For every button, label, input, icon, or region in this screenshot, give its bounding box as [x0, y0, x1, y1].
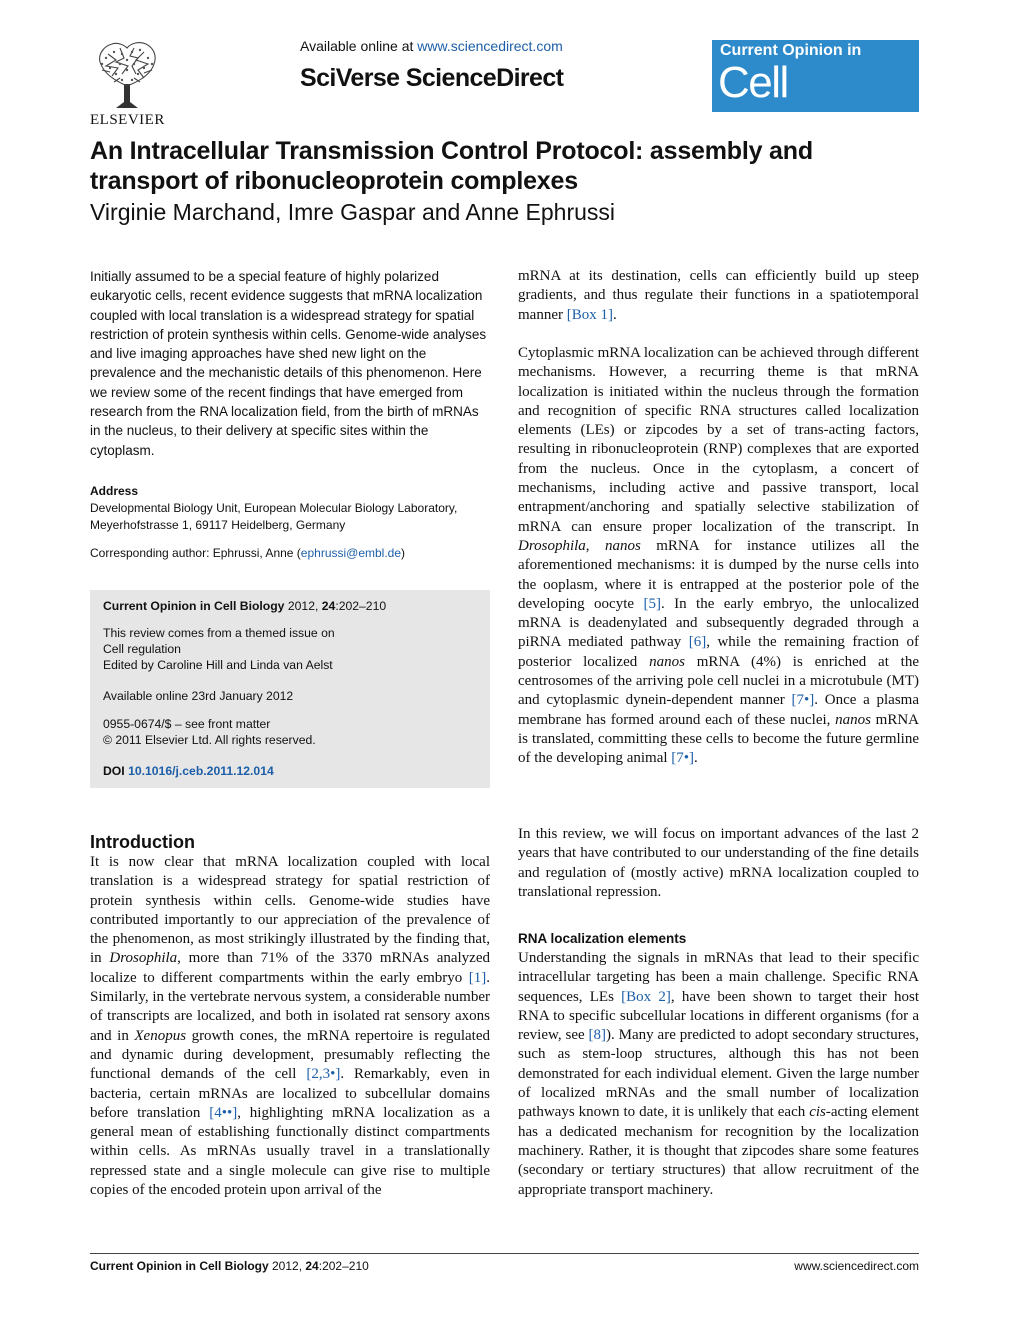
info-copyright: © 2011 Elsevier Ltd. All rights reserved.: [103, 733, 316, 747]
info-year: 2012,: [284, 599, 322, 613]
body-paragraph: [518, 344, 919, 769]
info-volume: 24: [321, 599, 336, 613]
elsevier-logo: [90, 40, 170, 130]
text-run: mRNA for instance utilizes all the aforementioned mechanisms: it is dumped by the nurse cells into the ooplasm, where it is entrapped at the posterior pole of the developing oocyte: [518, 537, 919, 612]
body-paragraph: [518, 949, 919, 1200]
text-run: . In the early embryo, the unlocalized mRNA is deadenylated and subsequently degraded through a piRNA mediated pathway: [518, 595, 920, 651]
section-heading-rna-localization-elements: RNA localization elements: [518, 931, 687, 946]
text-run: It is now clear that mRNA localization coupled with local translation is a widespread strategy for spatial restriction of protein synthesis within cells. Genome-wide studies have contributed importantly to our appreciation of the prevalence of the phenomenon, as most strikingly illustrated by the finding that, in: [90, 854, 490, 967]
text-run: .: [612, 306, 617, 323]
info-doi: [103, 764, 274, 780]
text-run: , have been shown to target their host RNA to specific subcellular locations in different organisms (for a review, see: [518, 988, 919, 1044]
term-italic: cis: [809, 1104, 826, 1121]
text-run: . Similarly, in the vertebrate nervous system, a considerable number of transcripts are localized, and both in isolated rat sensory axons and in: [90, 969, 490, 1044]
address-label: Address: [90, 484, 139, 498]
footer-volume: 24: [305, 1259, 319, 1273]
text-run: . Once a plasma membrane has formed around each of these nuclei,: [518, 692, 920, 728]
gene-italic: nanos: [604, 537, 641, 554]
article-authors: Virginie Marchand, Imre Gaspar and Anne Ephrussi: [90, 199, 616, 225]
text-run: , highlighting mRNA localization as a general mean of establishing functionally distinct compartments within cells. As mRNAs usually travel in a translationally repressed state and a single molecule can give rise to multiple copies of the encoded protein upon arrival of the: [90, 1104, 491, 1199]
gene-italic: nanos: [835, 711, 871, 728]
info-editors: Edited by Caroline Hill and Linda van Aelst: [103, 658, 333, 672]
text-run: , more than 71% of the 3370 mRNAs analyzed localize to different compartments within the early embryo: [90, 950, 490, 986]
footer-year: 2012,: [268, 1259, 306, 1273]
text-run: mRNA at its destination, cells can efficiently build up steep gradients, and thus regulate their functions in a spatiotemporal manner: [518, 268, 919, 323]
info-themed-line1: This review comes from a themed issue on: [103, 626, 335, 640]
doi-label: DOI: [103, 764, 129, 778]
text-run: , while the remaining fraction of posterior localized: [518, 634, 919, 670]
text-run: Cytoplasmic mRNA localization can be achieved through different mechanisms. However, a recurring theme is that mRNA localization is initiated within the nucleus through the formation and recognition of specific RNA structures called localization elements (LEs) or zipcodes by a set of trans-acting factors, resulting in ribonucleoprotein (RNP) complexes that are exported from the nucleus. Once in the cytoplasm, a concert of mechanisms, including active and passive transport, local entrapment/anchoring and spatially selective stabilization of mRNA can ensure proper localization of the transcript. In: [518, 345, 919, 535]
citation-link[interactable]: [7•]: [791, 692, 815, 709]
text-run: -acting element has a dedicated mechanism for recognition by the localization machinery. Rather, it is thought that zipcodes share some features (secondary or tertiary structures) that allow recruitment of the appropriate transport machinery.: [518, 1104, 919, 1198]
article-info-box: [90, 590, 490, 788]
box-link[interactable]: [Box 1]: [566, 306, 613, 323]
info-citation: [103, 599, 386, 615]
section-heading-introduction: Introduction: [90, 832, 195, 852]
citation-link[interactable]: [6]: [688, 634, 707, 651]
text-run: mRNA is translated, committing these cells to become the future germline of the developing animal: [518, 711, 919, 767]
journal-logo-line1: Current Opinion in: [720, 42, 862, 59]
corresponding-suffix: ): [401, 546, 406, 560]
info-pages: :202–210: [335, 599, 387, 613]
available-online: [300, 38, 563, 54]
info-available: Available online 23rd January 2012: [103, 689, 294, 703]
footer-url: www.sciencedirect.com: [794, 1259, 919, 1273]
text-run: ). Many are predicted to adopt secondary structures, such as stem-loop structures, although this has not been demonstrated for each individual element. Given the large number of localized mRNAs and the small number of localization pathways known to date, it is unlikely that each: [518, 1027, 919, 1121]
text-run: .: [694, 750, 698, 767]
text-run: mRNA (4%) is enriched at the centrosomes of the arriving pole cell nuclei in a microtubule (MT) and cytoplasmic dynein-dependent manner: [518, 653, 919, 709]
elsevier-tree-icon: [94, 40, 160, 110]
box-link[interactable]: [Box 2]: [621, 988, 671, 1005]
footer-citation: [90, 1259, 369, 1273]
citation-link[interactable]: [5]: [643, 595, 661, 612]
species-italic: Xenopus: [134, 1027, 187, 1044]
intro-paragraph: [90, 853, 490, 1200]
text-run: growth cones, the mRNA repertoire is regulated and dynamic during development, presumably reflecting the functional demands of the cell: [90, 1027, 491, 1083]
info-themed-line2: Cell regulation: [103, 642, 181, 656]
species-italic: Drosophila: [109, 950, 178, 967]
corresponding-prefix: Corresponding author: Ephrussi, Anne (: [90, 546, 301, 560]
platform-name: SciVerse ScienceDirect: [300, 64, 564, 92]
doi-link[interactable]: 10.1016/j.ceb.2011.12.014: [128, 764, 274, 778]
footer-pages: :202–210: [318, 1259, 369, 1273]
sciencedirect-link[interactable]: www.sciencedirect.com: [417, 38, 563, 54]
footer-divider: [90, 1253, 919, 1254]
info-issn: 0955-0674/$ – see front matter: [103, 717, 271, 731]
text-run: Understanding the signals in mRNAs that lead to their specific intracellular targeting has been a main challenge. Specific RNA sequences, LEs: [518, 950, 919, 1005]
journal-logo-line2: Cell Biology: [718, 58, 852, 155]
citation-link[interactable]: [1]: [468, 969, 487, 986]
species-italic: Drosophila: [518, 537, 586, 554]
publisher-name: ELSEVIER: [90, 112, 165, 128]
gene-italic: nanos: [649, 653, 685, 670]
email-link[interactable]: ephrussi@embl.de: [300, 546, 402, 560]
available-prefix: Available online at: [300, 38, 418, 54]
citation-link[interactable]: [8]: [588, 1027, 607, 1044]
body-paragraph: In this review, we will focus on important advances of the last 2 years that have contributed to our understanding of the fine details and regulation of (mostly active) mRNA localization coupled to translational repression.: [518, 826, 919, 900]
address: Developmental Biology Unit, European Molecular Biology Laboratory, Meyerhofstrasse 1, 69117 Heidelberg, Germany: [90, 501, 458, 532]
citation-link[interactable]: [4••]: [209, 1104, 238, 1121]
article-title: An Intracellular Transmission Control Protocol: assembly and transport of ribonucleoprotein complexes: [90, 137, 813, 195]
info-journal: Current Opinion in Cell Biology: [103, 599, 285, 613]
footer-journal: Current Opinion in Cell Biology: [90, 1259, 269, 1273]
corresponding-author: [90, 546, 405, 560]
citation-link[interactable]: [7•]: [671, 750, 695, 767]
abstract: Initially assumed to be a special feature of highly polarized eukaryotic cells, recent evidence suggests that mRNA localization coupled with local translation is a widespread strategy for spatial restriction of protein synthesis within cells. Genome-wide analyses and live imaging approaches have shed new light on the prevalence and the mechanistic details of this phenomenon. Here we review some of the recent findings that have emerged from research from the RNA localization field, from the birth of mRNAs in the nucleus, to their delivery at specific sites within the cytoplasm.: [90, 269, 487, 458]
journal-logo: [712, 40, 919, 155]
citation-link[interactable]: [2,3•]: [306, 1066, 341, 1083]
text-run: ,: [585, 537, 605, 554]
text-run: . Remarkably, even in bacteria, certain mRNAs are localized to subcellular domains before translation: [90, 1066, 490, 1121]
body-paragraph: [518, 267, 919, 325]
